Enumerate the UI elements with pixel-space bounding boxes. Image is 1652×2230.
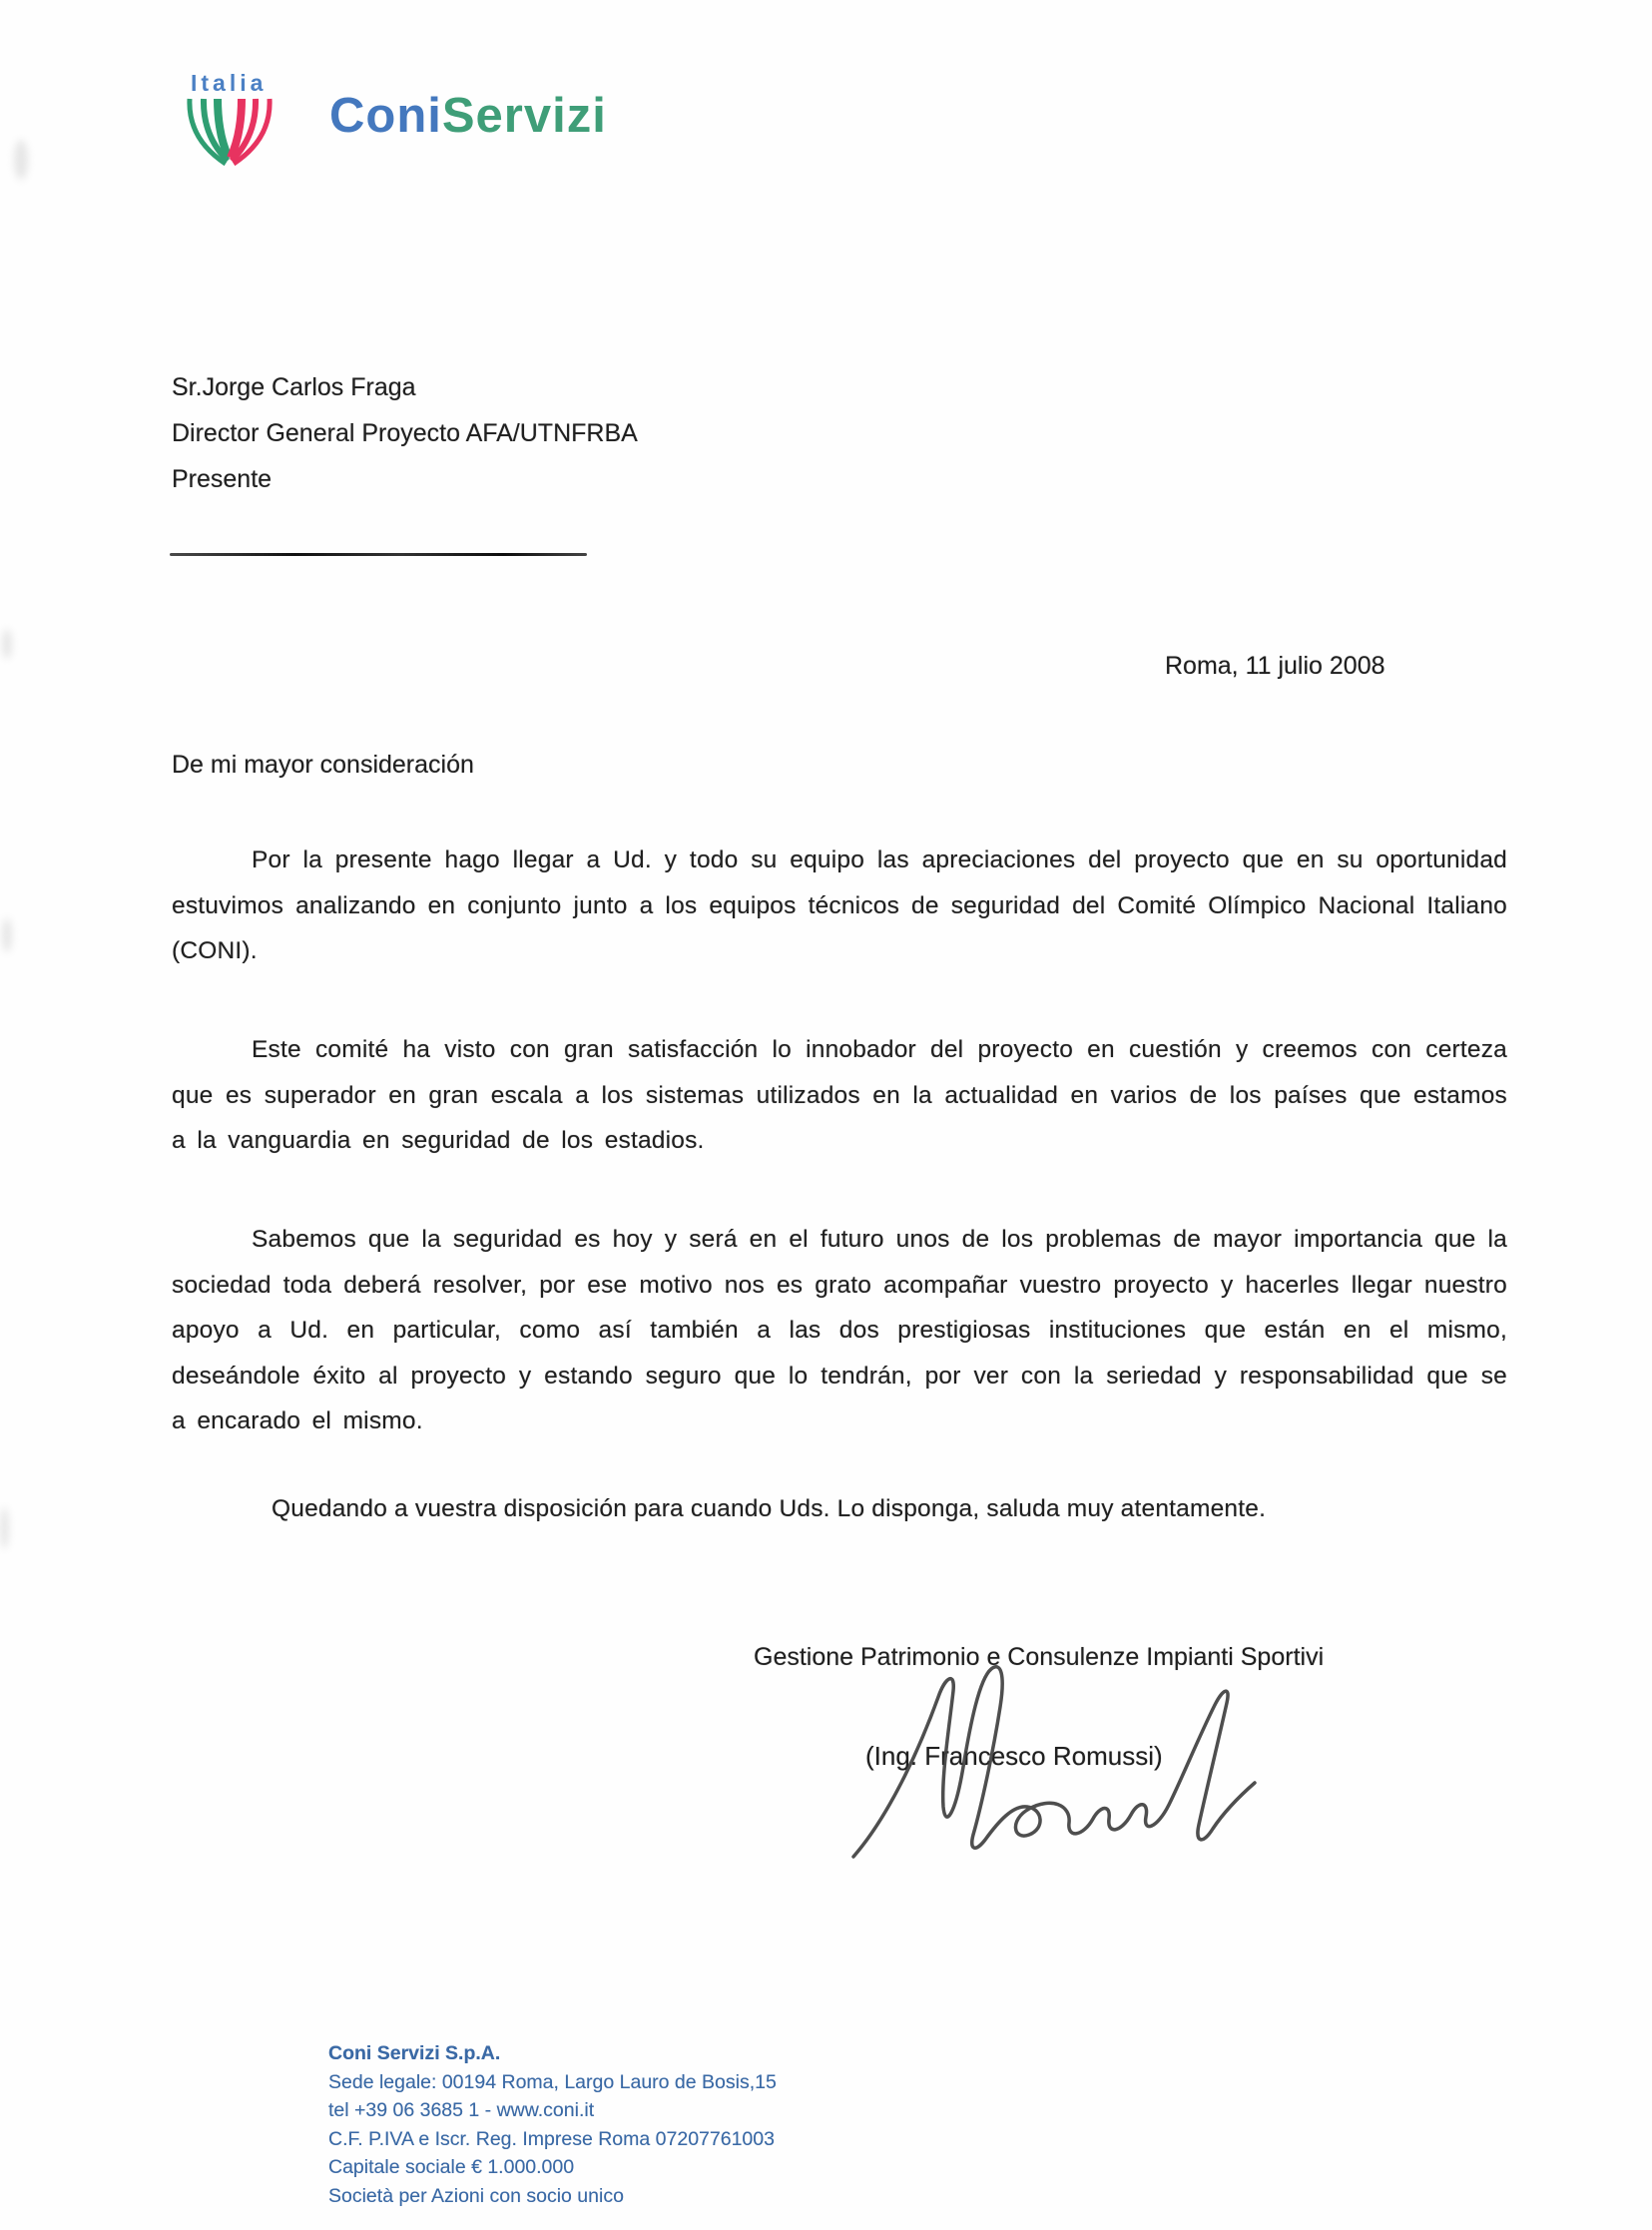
footer-address: Sede legale: 00194 Roma, Largo Lauro de Bosis,15 <box>328 2070 777 2093</box>
wordmark-servizi: Servizi <box>441 89 607 143</box>
footer-tel-web: tel +39 06 3685 1 - www.coni.it <box>328 2099 595 2122</box>
recipient-title: Director General Proyecto AFA/UTNFRBA <box>172 419 638 447</box>
body-paragraph-1: Por la presente hago llegar a Ud. y todo su equipo las apreciaciones del proyecto que en su oportunidad estuvimos analizando en conjunto junto a los equipos técnicos de seguridad del Comité Olímpico Nacional Italiano (CONI). <box>172 846 1507 964</box>
separator-rule <box>170 553 587 556</box>
scan-artifact <box>14 140 28 180</box>
recipient-block <box>172 364 638 502</box>
closing-line: Quedando a vuestra disposición para cuando Uds. Lo disponga, saluda muy atentamente. <box>272 1495 1267 1522</box>
signature-name: (Ing. Francesco Romussi) <box>865 1741 1163 1771</box>
footer-company-name: Coni Servizi S.p.A. <box>328 2042 501 2064</box>
footer-capital: Capitale sociale € 1.000.000 <box>328 2156 575 2179</box>
company-footer <box>328 2039 777 2211</box>
salutation: De mi mayor consideración <box>172 751 474 779</box>
italia-label: Italia <box>191 70 268 96</box>
footer-vat: C.F. P.IVA e Iscr. Reg. Imprese Roma 07207761003 <box>328 2127 775 2150</box>
scan-artifact <box>0 1507 9 1549</box>
recipient-city: Presente <box>172 465 273 493</box>
coni-italia-shield-icon <box>183 97 276 174</box>
footer-company-type: Società per Azioni con socio unico <box>328 2184 624 2207</box>
scan-artifact <box>2 918 12 952</box>
handwritten-signature <box>843 1657 1263 1872</box>
body-paragraph-3: Sabemos que la seguridad es hoy y será en el futuro unos de los problemas de mayor importancia que la sociedad toda deberá resolver, por ese motivo nos es grato acompañar vuestro proyecto y hacerles llegar nuestro apoyo a Ud. en particular, como así también a las dos prestigiosas instituciones que están en el mismo, deseándole éxito al proyecto y estando seguro que lo tendrán, por ver con la seriedad y responsabilidad que se a encarado el mismo. <box>172 1226 1507 1434</box>
wordmark-coni: Coni <box>329 89 442 143</box>
signature-department: Gestione Patrimonio e Consulenze Impianti Sportivi <box>754 1643 1325 1671</box>
date-line: Roma, 11 julio 2008 <box>1165 652 1385 680</box>
body-paragraph-2: Este comité ha visto con gran satisfacción lo innobador del proyecto en cuestión y creemos con certeza que es superador en gran escala a los sistemas utilizados en la actualidad en varios de los países que estamos a la vanguardia en seguridad de los estadios. <box>172 1036 1507 1154</box>
coni-servizi-wordmark <box>329 88 607 144</box>
scan-artifact <box>2 629 12 659</box>
recipient-name: Sr.Jorge Carlos Fraga <box>172 373 416 401</box>
